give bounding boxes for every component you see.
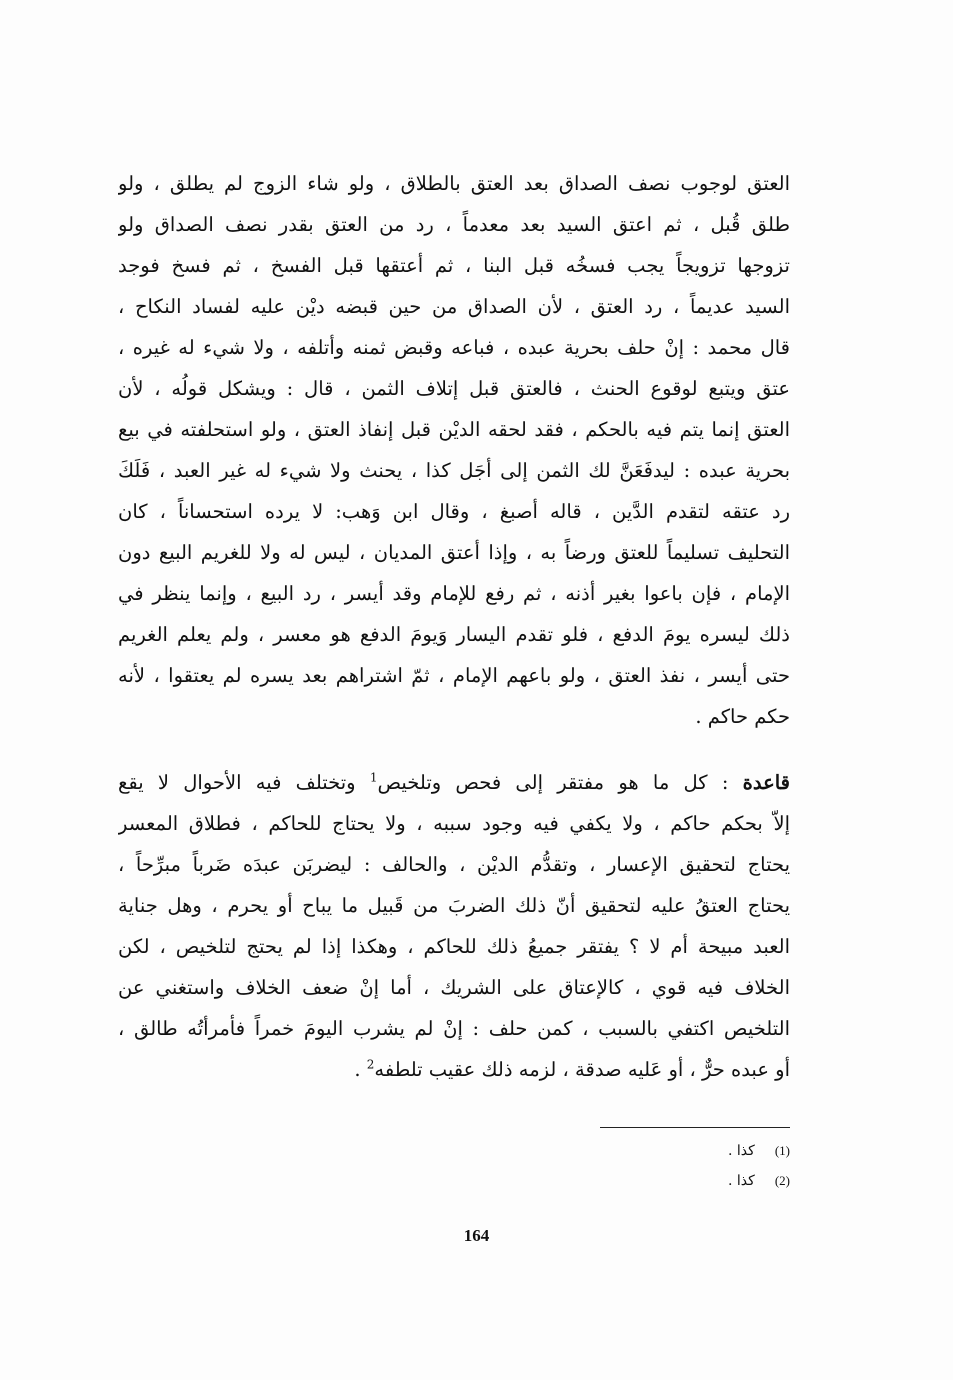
page-number: 164 (463, 1226, 490, 1245)
footnote-1 (600, 1136, 790, 1166)
text-line: الخلاف فيه قوي ، كالإعتاق على الشريك ، أما إنْ ضعف الخلاف واستغني عن (118, 976, 790, 999)
text-line: حكم حاكم . (695, 705, 790, 728)
text-line: العتق إنما يتم فيه بالحكم ، فقد لحقه الديْن قبل إنفاذ العتق ، ولو استحلفته في بيع (118, 418, 790, 441)
text-line-last (118, 1049, 790, 1090)
footnote-2 (600, 1166, 790, 1196)
footnotes (600, 1136, 790, 1196)
text-line: السيد عديماً ، رد العتق ، لأن الصداق من حين قبضه ديْن عليه لفساد النكاح ، (118, 295, 790, 318)
text-line: يحتاج لتحقيق الإعسار ، وتقدُّم الديْن ، والحالف : ليضربَن عبدَه ضَرباً مبرِّحاً ، (118, 853, 790, 876)
text-line: ذلك ليسره يومَ الدفع ، فلو تقدم اليسار وَيومَ الدفع هو معسر ، ولم يعلم الغريم (118, 623, 790, 646)
text-line: عتق ويتبع لوقوع الحنث ، فالعتق قبل إتلاف الثمن ، قال : ويشكل قولُه ، لأن (118, 377, 790, 400)
text-line: العبد مبيحة أم لا ؟ يفتقر جميعُ ذلك للحاكم ، وهكذا إذا لم يحتج لتلخيص ، لكن (118, 935, 790, 958)
text-line: العتق لوجوب نصف الصداق بعد العتق بالطلاق ، ولو شاء الزوج لم يطلق ، ولو (118, 172, 790, 195)
text-segment: : كل ما هو مفتقر إلى فحص وتلخيص (377, 771, 729, 794)
text-segment: . (354, 1058, 361, 1081)
text-line: إلاّ بحكم حاكم ، ولا يكفي فيه وجود سببه ، ولا يحتاج للحاكم ، فطلاق المعسر (118, 812, 790, 835)
text-line: طلق قُبل ، ثم اعتق السيد بعد معدماً ، رد من العتق بقدر نصف الصداق ولو (118, 213, 790, 236)
text-line: تزوجها تزويجاً يجب فسخُه قبل البنا ، ثم أعتقها قبل الفسخ ، ثم فسخ فوجد (118, 254, 790, 277)
text-line: قال محمد : إنْ حلف بحرية عبده ، فباعه وقبض ثمنه وأتلفه ، ولا شيء له غيره ، (118, 336, 790, 359)
text-line-first (118, 762, 790, 803)
text-line: بحرية عبده : ليدفَعَنَّ لك الثمن إلى أجَل كذا ، يحنث ولا شيء له غير العبد ، فَلَكَ (118, 459, 790, 482)
text-line: التحليف تسليماً للعتق ورضاً به ، وإذا أعتق المديان ، ليس له ولا للغريم البيع دون (118, 541, 790, 564)
footnote-text: كذا . (728, 1143, 755, 1159)
footnote-divider (600, 1127, 790, 1128)
text-segment: أو عبده حرٌّ ، أو عَليه صدقة ، لزمه ذلك عقيب تلطفه (374, 1058, 790, 1081)
text-line: رد عتقه لتقدم الدَّين ، قاله أصبغ ، وقال ابن وَهب: لا يرده استحساناً ، كان (118, 500, 790, 523)
text-line: الإمام ، فإن باعوا بغير أذنه ، ثم رفع للإمام وقد أيسر ، رد البيع ، وإنما ينظر في (118, 582, 790, 605)
rule-label: قاعدة (742, 771, 790, 794)
paragraph-2 (118, 762, 790, 1090)
footnote-number: (2) (774, 1173, 790, 1188)
footnote-number: (1) (774, 1143, 790, 1158)
footnote-marker: 2 (366, 1057, 375, 1072)
footnote-text: كذا . (728, 1173, 755, 1189)
paragraph-1 (118, 163, 790, 737)
footnote-marker: 1 (369, 770, 378, 785)
text-line: التلخيص اكتفي بالسبب ، كمن حلف : إنْ لم يشرب اليومَ خمراً فأمرأتُه طالق ، (118, 1017, 790, 1040)
text-line: يحتاج العتقُ عليه لتحقيق أنّ ذلك الضربَ من قَبيل ما يباح أو يحرم ، وهل جناية (118, 894, 790, 917)
text-segment: وتختلف فيه الأحوال لا يقع (118, 771, 356, 794)
text-line: حتى أيسر ، نفذ العتق ، ولو باعهم الإمام ، ثمّ اشتراهم بعد يسره لم يعتقوا ، لأنه (118, 664, 790, 687)
